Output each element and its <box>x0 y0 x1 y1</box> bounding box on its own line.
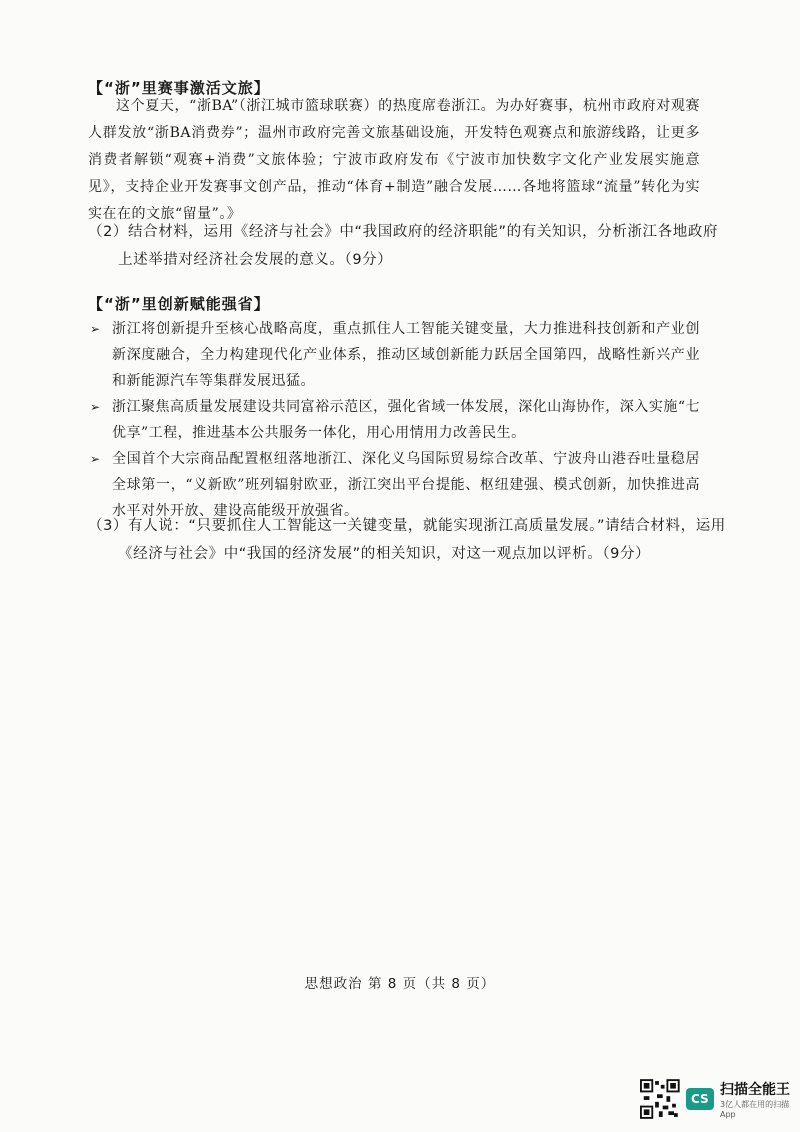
scanner-watermark <box>640 1078 800 1120</box>
bullet-text: 全国首个大宗商品配置枢纽落地浙江、深化义乌国际贸易综合改革、宁波舟山港吞吐量稳居全球第一，“义新欧”班列辐射欧亚，浙江突出平台提能、枢纽建强、模式创新，加快推进高水平对外开放、建设高能级开放强省。 <box>112 451 700 519</box>
page-footer: 思想政治 第 8 页（共 8 页） <box>304 976 496 992</box>
brand-block <box>720 1079 800 1119</box>
arrow-bullet-icon: ➢ <box>90 400 101 414</box>
arrow-bullet-icon: ➢ <box>90 452 101 466</box>
list-item <box>88 316 700 394</box>
qr-code-icon <box>640 1078 680 1120</box>
bullet-text: 浙江聚焦高质量发展建设共同富裕示范区，强化省域一体发展，深化山海协作，深入实施“七优享”工程，推进基本公共服务一体化，用心用情用力改善民生。 <box>112 399 700 441</box>
arrow-bullet-icon: ➢ <box>90 322 101 336</box>
list-item <box>88 394 700 446</box>
section1-heading: 【“浙”里赛事激活文旅】 <box>88 79 270 97</box>
section2-bullet-list <box>88 316 700 524</box>
section2-heading: 【“浙”里创新赋能强省】 <box>88 295 270 313</box>
brand-subtitle: 3亿人都在用的扫描App <box>719 1100 790 1119</box>
question-3: （3）有人说：“只要抓住人工智能这一关键变量，就能实现浙江高质量发展。”请结合材料，运用《经济与社会》中“我国的经济发展”的相关知识，对这一观点加以评析。（9分） <box>88 518 726 562</box>
brand-name: 扫描全能王 <box>719 1082 790 1098</box>
question-2: （2）结合材料，运用《经济与社会》中“我国政府的经济职能”的有关知识，分析浙江各地政府上述举措对经济社会发展的意义。（9分） <box>88 224 719 268</box>
camscanner-logo: CS <box>686 1088 714 1110</box>
section1-paragraph: 这个夏天，“浙BA”（浙江城市篮球联赛）的热度席卷浙江。为办好赛事，杭州市政府对观赛人群发放“浙BA消费券”；温州市政府完善文旅基础设施，开发特色观赛点和旅游线路，让更多消费者解锁“观赛+消费”文旅体验；宁波市政府发布《宁波市加快数字文化产业发展实施意见》，支持企业开发赛事文创产品，推动“体育+制造”融合发展……各地将篮球“流量”转化为实实在在的文旅“留量”。》 <box>88 98 700 222</box>
bullet-text: 浙江将创新提升至核心战略高度，重点抓住人工智能关键变量，大力推进科技创新和产业创新深度融合，全力构建现代化产业体系，推动区域创新能力跃居全国第四，战略性新兴产业和新能源汽车等集群发展迅猛。 <box>112 321 700 389</box>
